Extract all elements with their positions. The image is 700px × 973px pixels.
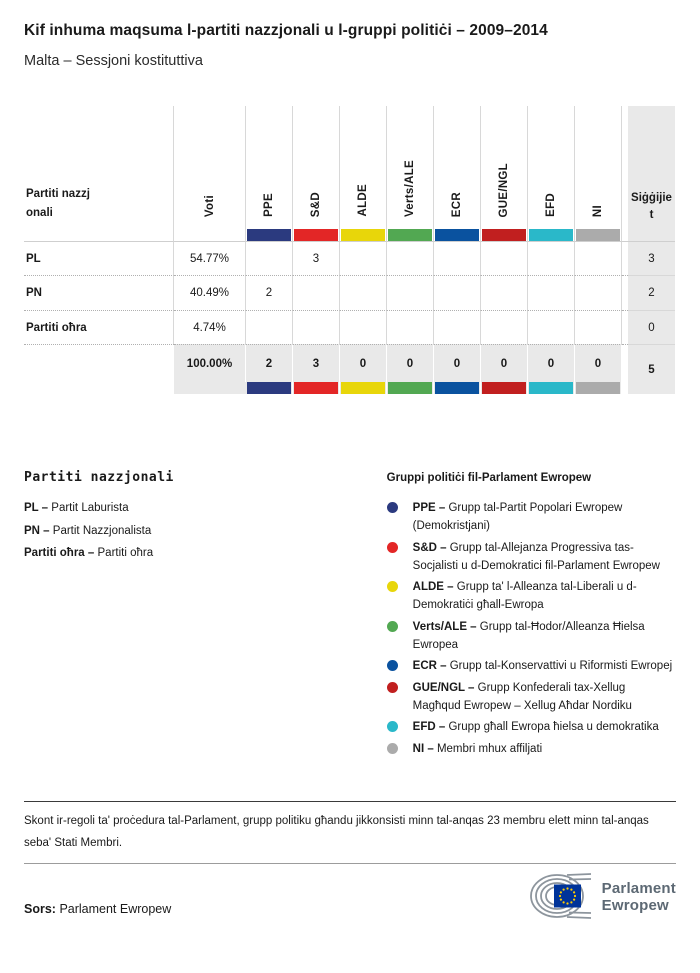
efd-color-dot-icon (387, 721, 398, 732)
row-pn-gue-ngl (481, 275, 528, 310)
legend-item-efd: EFD – Grupp għall Ewropa ħielsa u demokratika (387, 718, 676, 736)
row-pl-ecr (434, 241, 481, 275)
row-ohra-alde (340, 310, 387, 344)
row-pn-ppe: 2 (246, 275, 293, 310)
legend-item-verts-ale: Verts/ALE – Grupp tal-Ħodor/Alleanza Ħielsa Ewropea (387, 618, 676, 654)
row-pn-siggijiet: 2 (628, 275, 675, 310)
row-pn-efd (528, 275, 575, 310)
political-groups-legend-heading: Gruppi politiċi fil-Parlament Ewropew (386, 472, 592, 484)
total-ni: 0 (575, 344, 622, 382)
gue-ngl-color-bar (482, 382, 526, 394)
ni-color-dot-icon (387, 743, 398, 754)
alde-color-dot-icon (387, 581, 398, 592)
european-parliament-logo (527, 870, 676, 924)
gue-ngl-color-bar (482, 229, 526, 241)
total-alde: 0 (340, 344, 387, 382)
row-ohra-voti: 4.74% (174, 310, 246, 344)
col-header-gue-ngl: GUE/NGL (481, 106, 528, 229)
ppe-color-bar (247, 229, 291, 241)
legend-item-sd: S&D – Grupp tal-Allejanza Progressiva tas-Socjalisti u d-Demokratici fil-Parlament Ewropew (387, 539, 676, 575)
ppe-color-dot-icon (387, 502, 398, 513)
row-pn-voti: 40.49% (174, 275, 246, 310)
col-header-verts-ale: Verts/ALE (387, 106, 434, 229)
verts-ale-color-bar (388, 229, 432, 241)
footer-divider-top (24, 801, 676, 802)
row-pn-label: PN (24, 275, 174, 310)
row-ohra-siggijiet: 0 (628, 310, 675, 344)
national-parties-legend-heading: Partiti nazzjonali (24, 470, 174, 485)
row-ohra-ppe (246, 310, 293, 344)
row-pl-efd (528, 241, 575, 275)
legend-item-ni: NI – Membri mhux affiljati (387, 740, 676, 758)
col-header-efd: EFD (528, 106, 575, 229)
page-subtitle: Malta – Sessjoni kostituttiva (24, 53, 203, 69)
verts-ale-color-bar (388, 382, 432, 394)
row-pl-voti: 54.77% (174, 241, 246, 275)
ecr-color-bar (435, 229, 479, 241)
row-ohra-efd (528, 310, 575, 344)
row-pn-alde (340, 275, 387, 310)
total-ecr: 0 (434, 344, 481, 382)
col-header-partiti-nazzjonali: Partiti nazzjonali (24, 106, 174, 229)
total-sd: 3 (293, 344, 340, 382)
footer (24, 801, 676, 924)
ecr-color-dot-icon (387, 660, 398, 671)
row-pl-verts-ale (387, 241, 434, 275)
ecr-color-bar (435, 382, 479, 394)
total-gue-ngl: 0 (481, 344, 528, 382)
col-header-siggijiet: Siġġijiet (628, 106, 675, 229)
results-table (24, 106, 675, 394)
row-ohra-ni (575, 310, 622, 344)
legend-item-pn: PN – Partit Nazzjonalista (24, 524, 152, 537)
row-pl-label: PL (24, 241, 174, 275)
legend-section (24, 470, 676, 761)
national-parties-legend (24, 470, 387, 761)
col-header-ecr: ECR (434, 106, 481, 229)
row-pl-gue-ngl (481, 241, 528, 275)
col-header-sd: S&D (293, 106, 340, 229)
sd-color-bar (294, 229, 338, 241)
row-ohra-gue-ngl (481, 310, 528, 344)
row-pn-sd (293, 275, 340, 310)
col-header-ppe: PPE (246, 106, 293, 229)
sd-color-bar (294, 382, 338, 394)
efd-color-bar (529, 229, 573, 241)
col-header-voti: Voti (174, 106, 246, 229)
total-ppe: 2 (246, 344, 293, 382)
alde-color-bar (341, 382, 385, 394)
col-header-alde: ALDE (340, 106, 387, 229)
row-pl-ni (575, 241, 622, 275)
legend-item-gue-ngl: GUE/NGL – Grupp Konfederali tax-Xellug Magħqud Ewropew – Xellug Aħdar Nordiku (387, 679, 676, 715)
row-pl-ppe (246, 241, 293, 275)
ep-hemicycle-icon (527, 870, 593, 924)
row-ohra-sd (293, 310, 340, 344)
political-groups-legend (387, 470, 676, 761)
ni-color-bar (576, 382, 620, 394)
total-voti: 100.00% (174, 344, 246, 382)
legend-item-ohra: Partiti oħra – Partiti oħra (24, 547, 154, 559)
logo-wordmark: Parlament Ewropew (601, 880, 676, 914)
row-pl-alde (340, 241, 387, 275)
row-ohra-verts-ale (387, 310, 434, 344)
row-pl-sd: 3 (293, 241, 340, 275)
efd-color-bar (529, 382, 573, 394)
alde-color-bar (341, 229, 385, 241)
ni-color-bar (576, 229, 620, 241)
sd-color-dot-icon (387, 542, 398, 553)
legend-item-ecr: ECR – Grupp tal-Konservattivi u Riformisti Ewropej (387, 657, 676, 675)
page-title: Kif inhuma maqsuma l-partiti nazzjonali u l-gruppi politiċi – 2009–2014 (24, 22, 548, 39)
row-pn-ni (575, 275, 622, 310)
row-pn-verts-ale (387, 275, 434, 310)
legend-item-ppe: PPE – Grupp tal-Partit Popolari Ewropew (Demokristjani) (387, 499, 676, 535)
row-ohra-ecr (434, 310, 481, 344)
total-verts-ale: 0 (387, 344, 434, 382)
footnote: Skont ir-regoli ta' proċedura tal-Parlament, grupp politiku għandu jikkonsisti minn tal-anqas 23 membru elett minn tal-anqas seba' Stati Membri. (24, 815, 649, 849)
total-efd: 0 (528, 344, 575, 382)
row-pl-siggijiet: 3 (628, 241, 675, 275)
row-pn-ecr (434, 275, 481, 310)
legend-item-alde: ALDE – Grupp ta' l-Alleanza tal-Liberali u d-Demokratiċi għall-Ewropa (387, 578, 676, 614)
source-line: Sors: Parlament Ewropew (24, 902, 172, 916)
footer-divider-bottom (24, 863, 676, 864)
col-header-ni: NI (575, 106, 622, 229)
row-ohra-label: Partiti oħra (24, 310, 174, 344)
legend-item-pl: PL – Partit Laburista (24, 502, 129, 514)
gue-ngl-color-dot-icon (387, 682, 398, 693)
ppe-color-bar (247, 382, 291, 394)
total-siggijiet: 5 (628, 344, 675, 394)
verts-ale-color-dot-icon (387, 621, 398, 632)
